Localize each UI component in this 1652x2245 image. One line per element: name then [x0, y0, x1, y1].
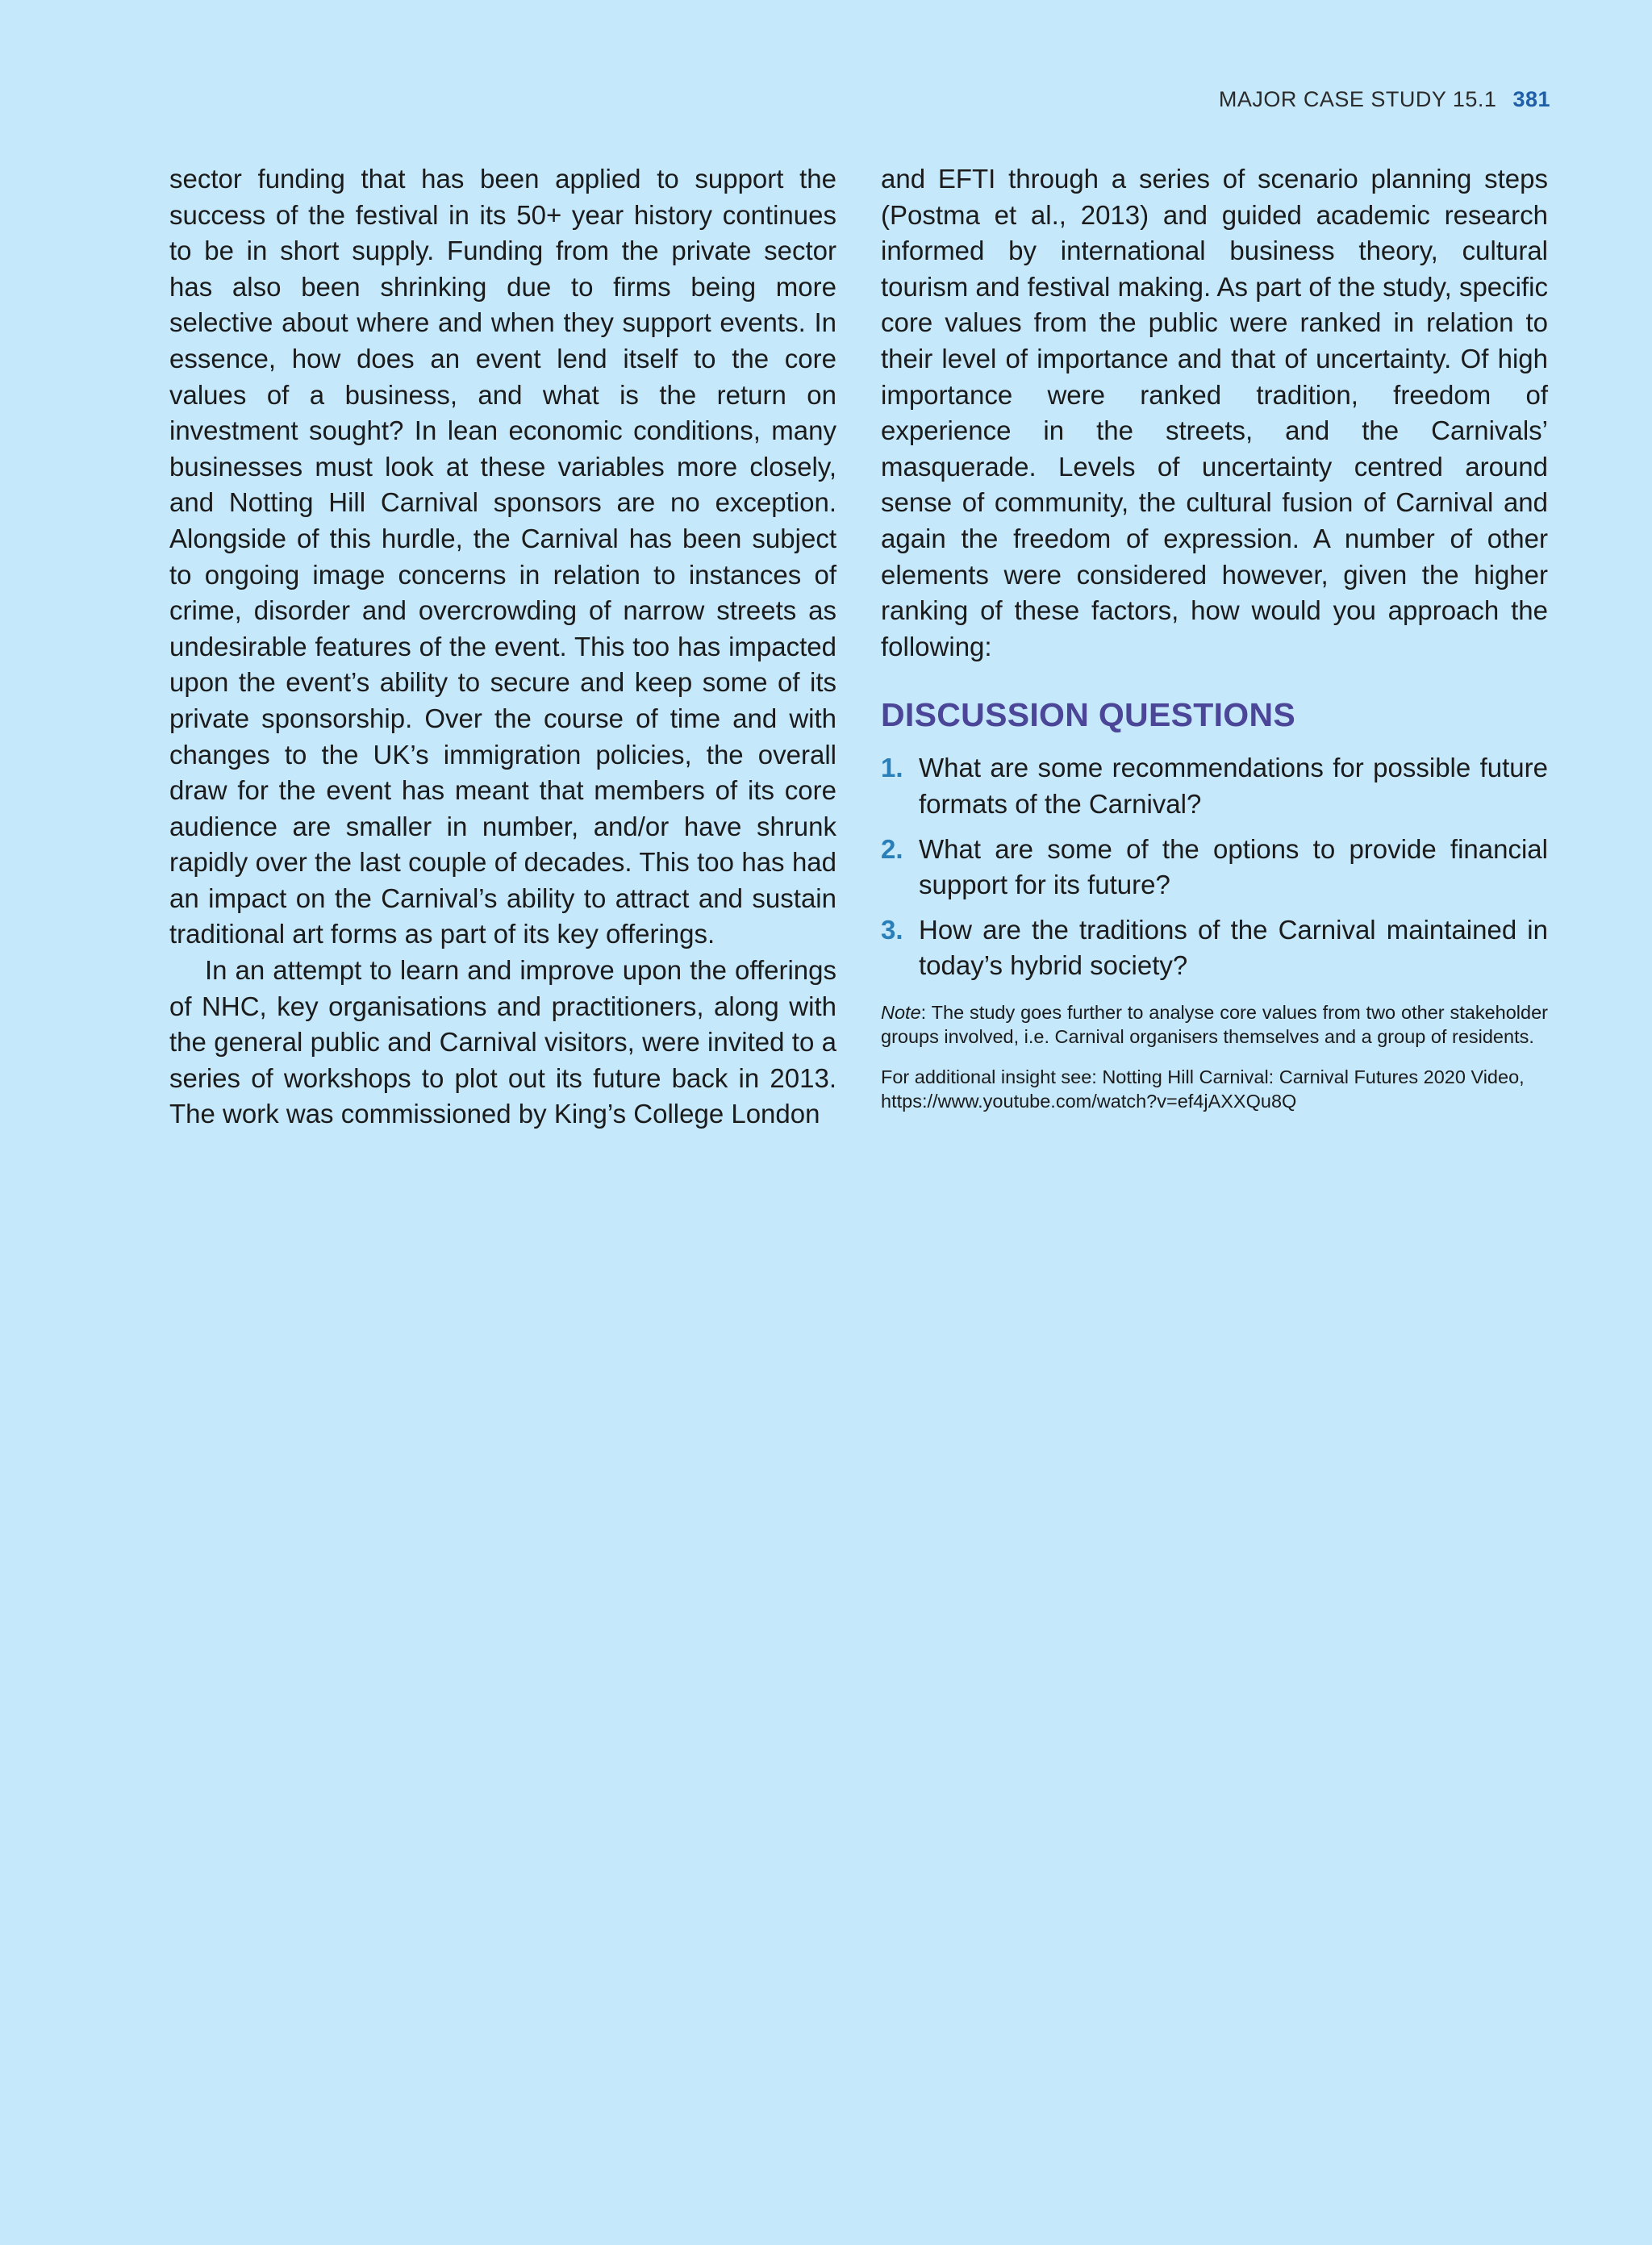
insight-url[interactable]: https://www.youtube.com/watch?v=ef4jAXXQu8Q	[881, 1090, 1297, 1112]
question-text: What are some of the options to provide financial support for its future?	[919, 833, 1548, 900]
question-number: 2.	[881, 833, 903, 864]
running-head	[1219, 87, 1550, 112]
insight-text: For additional insight see: Notting Hill Carnival: Carnival Futures 2020 Video,	[881, 1066, 1525, 1087]
question-item	[881, 750, 1548, 822]
question-text: What are some recommendations for possible future formats of the Carnival?	[919, 753, 1548, 819]
note-text: : The study goes further to analyse core values from two other stakeholder groups involved, i.e. Carnival organisers themselves and a group of residents.	[881, 1001, 1548, 1047]
left-paragraph-1: sector funding that has been applied to support the success of the festival in its 50+ year history continues to be in short supply. Funding from the private sector has also been shrinking due to firms being more selective about where and when they support events. In essence, how does an event lend itself to the core values of a business, and what is the return on investment sought? In lean economic conditions, many businesses must look at these variables more closely, and Notting Hill Carnival sponsors are no exception. Alongside of this hurdle, the Carnival has been subject to ongoing image concerns in relation to instances of crime, disorder and overcrowding of narrow streets as undesirable features of the event. This too has impacted upon the event’s ability to secure and keep some of its private sponsorship. Over the course of time and with changes to the UK’s immigration policies, the overall draw for the event has meant that members of its core audience are smaller in number, and/or have shrunk rapidly over the last couple of decades. This too has had an impact on the Carnival’s ability to attract and sustain traditional art forms as part of its key offerings.	[169, 164, 836, 949]
question-item	[881, 912, 1548, 984]
running-head-title: MAJOR CASE STUDY 15.1	[1218, 87, 1497, 111]
question-number: 1.	[881, 753, 903, 783]
left-column	[169, 161, 836, 1133]
question-number: 3.	[881, 914, 903, 945]
right-column	[881, 161, 1548, 1113]
note-label: Note	[881, 1001, 921, 1023]
study-note	[881, 1000, 1548, 1049]
discussion-questions-heading: DISCUSSION QUESTIONS	[881, 696, 1296, 734]
question-text: How are the traditions of the Carnival maintained in today’s hybrid society?	[919, 914, 1548, 981]
page-number: 381	[1512, 87, 1550, 111]
left-paragraph-2: In an attempt to learn and improve upon the offerings of NHC, key organisations and practitioners, along with the general public and Carnival visitors, were invited to a series of workshops to plot out its future back in 2013. The work was commissioned by King’s College London	[169, 955, 836, 1129]
additional-insight	[881, 1065, 1548, 1113]
discussion-questions-list	[881, 750, 1548, 984]
question-item	[881, 832, 1548, 903]
right-paragraph-1: and EFTI through a series of scenario planning steps (Postma et al., 2013) and guided academic research informed by international business theory, cultural tourism and festival making. As part of the study, specific core values from the public were ranked in relation to their level of importance and that of uncertainty. Of high importance were ranked tradition, freedom of experience in the streets, and the Carnivals’ masquerade. Levels of uncertainty centred around sense of community, the cultural fusion of Carnival and again the freedom of expression. A number of other elements were considered however, given the higher ranking of these factors, how would you approach the following:	[881, 164, 1548, 661]
